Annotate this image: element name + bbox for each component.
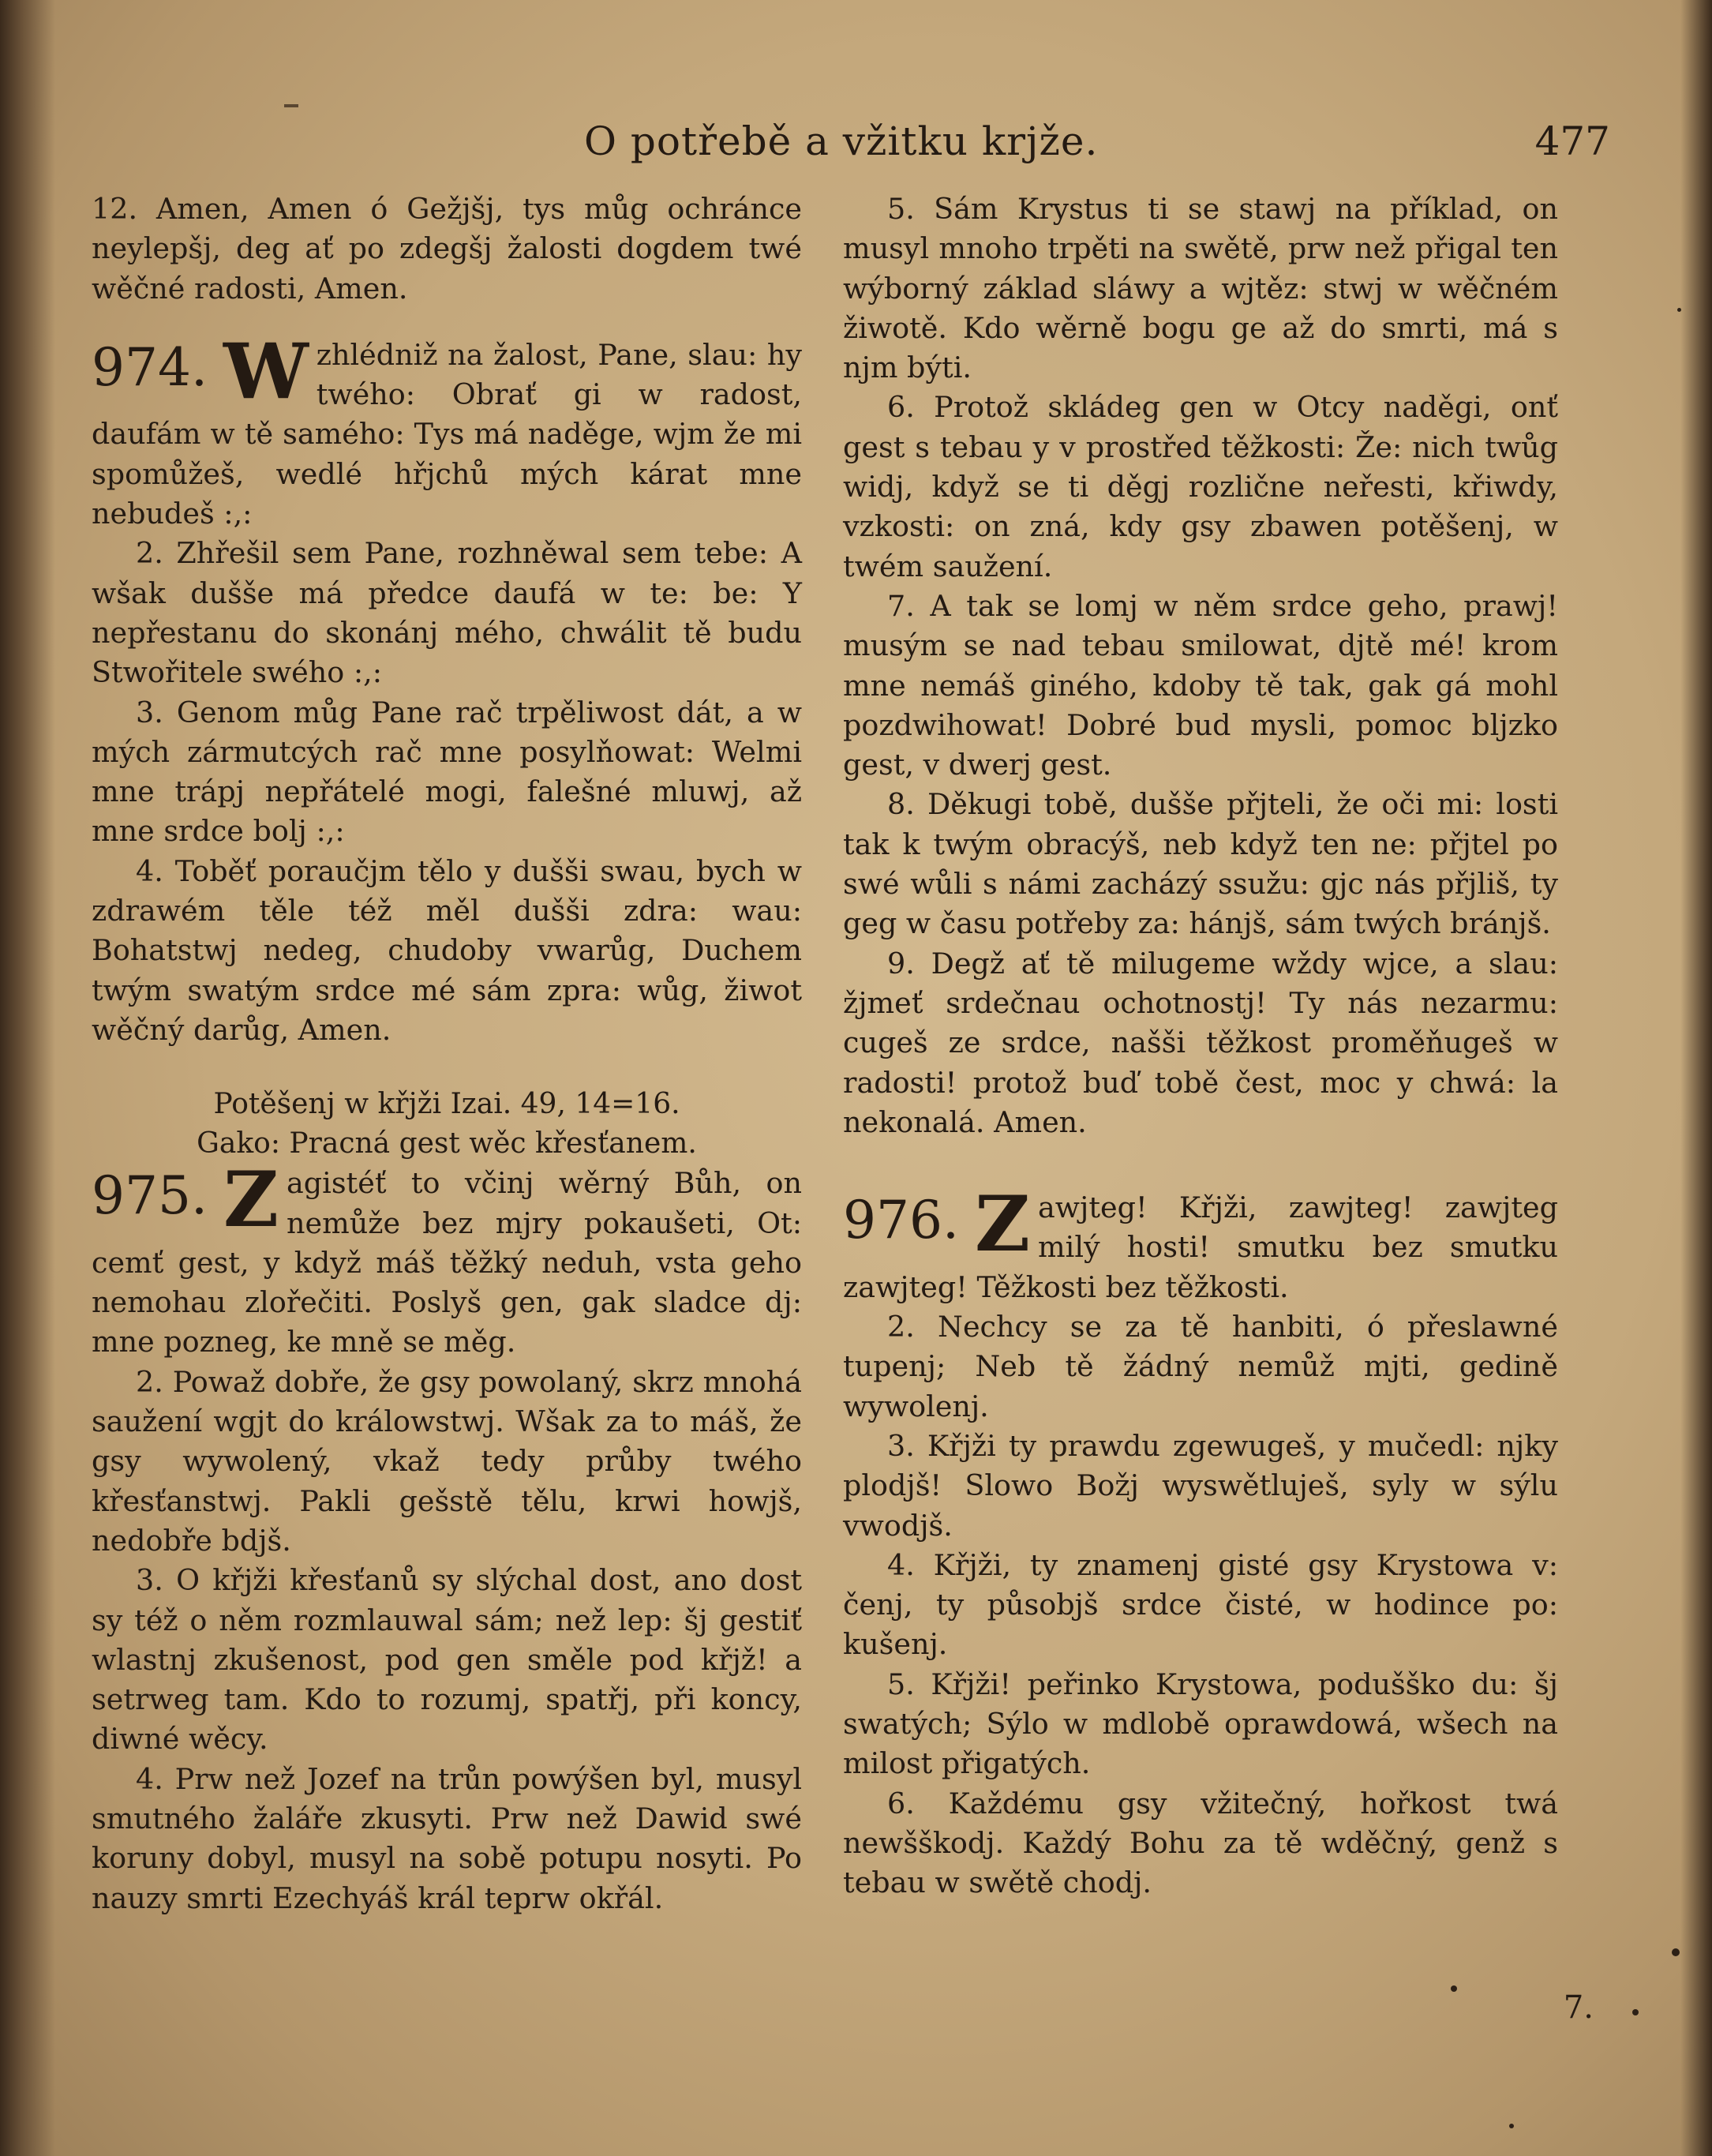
page-number: 477 bbox=[1534, 118, 1610, 164]
verse-text: agistéť to včinj wěrný Bůh, on nemůže bez mjry pokaušeti, Ot: cemť gest, y když máš těžký neduh, vsta geho nemohau zlořečiti. Poslyš gen, gak sladce dj: mne pozneg, ke mně se měg. bbox=[92, 1166, 802, 1359]
hymn-976-verse-5: 5. Křjži! peřinko Krystowa, podušško du: šj swatých; Sýlo w mdlobě oprawdowá, wšech na milost přigatých. bbox=[843, 1667, 1558, 1781]
hymn-975-verse-9: 9. Degž ať tě milugeme wždy wjce, a slau: žjmeť srdečnau ochotnostj! Ty nás nezarmu: cugeš ze srdce, našši těžkost proměňugeš w radosti! protož buď tobě čest, moc y chwá: la nekonalá. Amen. bbox=[843, 946, 1558, 1139]
ink-speck bbox=[1451, 1985, 1457, 1992]
ink-speck bbox=[1632, 2009, 1639, 2015]
ink-speck bbox=[1677, 308, 1681, 312]
section-heading-block bbox=[92, 1085, 802, 1164]
hymn-number: 976. bbox=[843, 1190, 959, 1251]
ink-speck bbox=[1509, 2124, 1514, 2128]
hymn-975 bbox=[92, 1155, 802, 1918]
hymn-975-verse-1 bbox=[92, 1155, 802, 1362]
hymn-975-verse-8: 8. Děkugi tobě, dušše přjteli, že oči mi: losti tak k twým obracýš, neb když ten ne: přjtel po swé wůli s námi zacházý ssužu: gjc nás přjliš, ty geg w času potřeby za: hánjš, sám twých bránjš. bbox=[843, 787, 1558, 941]
hymn-976-verse-6: 6. Každému gsy vžitečný, hořkost twá newšškodj. Každý Bohu za tě wděčný, genž s tebau w swětě chodj. bbox=[843, 1786, 1558, 1900]
hymn-975-verse-6: 6. Protož skládeg gen w Otcy naděgi, onť gest s tebau y v prostřed těžkosti: Že: nich twůg widj, když se ti děgj rozlične neřesti, křiwdy, vzkosti: on zná, kdy gsy zbawen potěšenj, w twém saužení. bbox=[843, 390, 1558, 583]
verse-12: 12. Amen, Amen ó Gežjšj, tys můg ochránce neylepšj, deg ať po zdegšj žalosti dogdem twé wěčné radosti, Amen. bbox=[92, 192, 802, 306]
hymn-974 bbox=[92, 326, 802, 1050]
hymn-975-verse-2: 2. Powaž dobře, že gsy powolaný, skrz mnohá saužení wgjt do králowstwj. Wšak za to máš, že gsy wywolený, vkaž tedy průby twého křesťanstwj. Pakli gešstě tělu, krwi howjš, nedobře bdjš. bbox=[92, 1364, 802, 1558]
hymn-number: 975. bbox=[92, 1165, 208, 1227]
hymn-975-verse-3: 3. O křjži křesťanů sy slýchal dost, ano dost sy též o něm rozmlauwal sám; než lep: šj gestiť wlastnj zkušenost, pod gen směle pod křjž! a setrweg tam. Kdo to rozumj, spatřj, při koncy, diwné wěcy. bbox=[92, 1563, 802, 1757]
drop-initial: Z bbox=[974, 1179, 1031, 1269]
left-column bbox=[92, 189, 802, 1918]
hymn-976-verse-1 bbox=[843, 1179, 1558, 1307]
right-column bbox=[843, 189, 1558, 1903]
page-gutter-shadow bbox=[0, 0, 55, 2156]
verse-text: zhlédniž na žalost, Pane, slau: hy twého: Obrať gi w radost, daufám w tě samého: Tys má naděge, wjm že mi spomůžeš, wedlé hřjchů mých kárat mne nebudeš :,: bbox=[92, 337, 802, 531]
hymn-976-verse-3: 3. Křjži ty prawdu zgewugeš, y mučedl: njky plodjš! Slowo Božj wyswětluješ, syly w sýlu vwodjš. bbox=[843, 1428, 1558, 1543]
melody-note: Gako: Pracná gest wěc křesťanem. bbox=[197, 1127, 697, 1160]
hymn-976-verse-2: 2. Nechcy se za tě hanbiti, ó přeslawné tupenj; Neb tě žádný nemůž mjti, gedině wywolenj. bbox=[843, 1310, 1558, 1423]
catchword: 7. bbox=[1563, 1989, 1594, 2026]
ink-speck bbox=[1672, 1948, 1680, 1956]
hymn-974-verse-3: 3. Genom můg Pane rač trpěliwost dát, a w mých zármutcých rač mne posylňowat: Welmi mne trápj nepřátelé mogi, falešné mluwj, až mne srdce bolj :,: bbox=[92, 695, 802, 849]
hymn-974-verse-4: 4. Toběť poraučjm tělo y dušši swau, bych w zdrawém těle též měl dušši zdra: wau: Bohatstwj nedeg, chudoby vwarůg, Duchem twým swatým srdce mé sám zpra: wůg, žiwot wěčný darůg, Amen. bbox=[92, 853, 802, 1047]
hymn-975-verse-5: 5. Sám Krystus ti se stawj na příklad, on musyl mnoho trpěti na swětě, prw než přigal ten wýborný základ sláwy a wjtěz: stwj w wěčném žiwotě. Kdo wěrně bogu ge až do smrti, má s njm býti. bbox=[843, 192, 1558, 385]
running-header bbox=[95, 118, 1610, 174]
ink-mark bbox=[284, 104, 298, 107]
hymn-975-verse-4: 4. Prw než Jozef na trůn powýšen byl, musyl smutného žaláře zkusyti. Prw než Dawid swé koruny dobyl, musyl na sobě potupu nosyti. Po nauzy smrti Ezechyáš král teprw okřál. bbox=[92, 1761, 802, 1915]
hymn-975-verse-7: 7. A tak se lomj w něm srdce geho, prawj! musým se nad tebau smilowat, djtě mé! krom mne nemáš giného, kdoby tě tak, gak gá mohl pozdwihowat! Dobré bud mysli, pomoc bljzko gest, v dwerj gest. bbox=[843, 588, 1558, 782]
drop-initial: W bbox=[223, 326, 309, 416]
running-title: O potřebě a vžitku krjže. bbox=[584, 118, 1099, 164]
section-heading: Potěšenj w křjži Izai. 49, 14=16. bbox=[213, 1088, 680, 1121]
drop-initial: Z bbox=[223, 1155, 279, 1245]
hymn-976 bbox=[843, 1179, 1558, 1903]
hymn-974-verse-2: 2. Zhřešil sem Pane, rozhněwal sem tebe: A wšak dušše má předce daufá w te: be: Y nepřestanu do skonánj mého, chwálit tě budu Stwořitele swého :,: bbox=[92, 536, 802, 690]
verse-text: awjteg! Křjži, zawjteg! zawjteg milý hosti! smutku bez smutku zawjteg! Těžkosti bez těžkosti. bbox=[843, 1190, 1558, 1304]
hymn-974-verse-1 bbox=[92, 326, 802, 534]
hymn-number: 974. bbox=[92, 336, 208, 398]
page-edge-shadow bbox=[1680, 0, 1712, 2156]
hymn-976-verse-4: 4. Křjži, ty znamenj gisté gsy Krystowa v: čenj, ty působjš srdce čisté, w hodince po: kušenj. bbox=[843, 1547, 1558, 1662]
